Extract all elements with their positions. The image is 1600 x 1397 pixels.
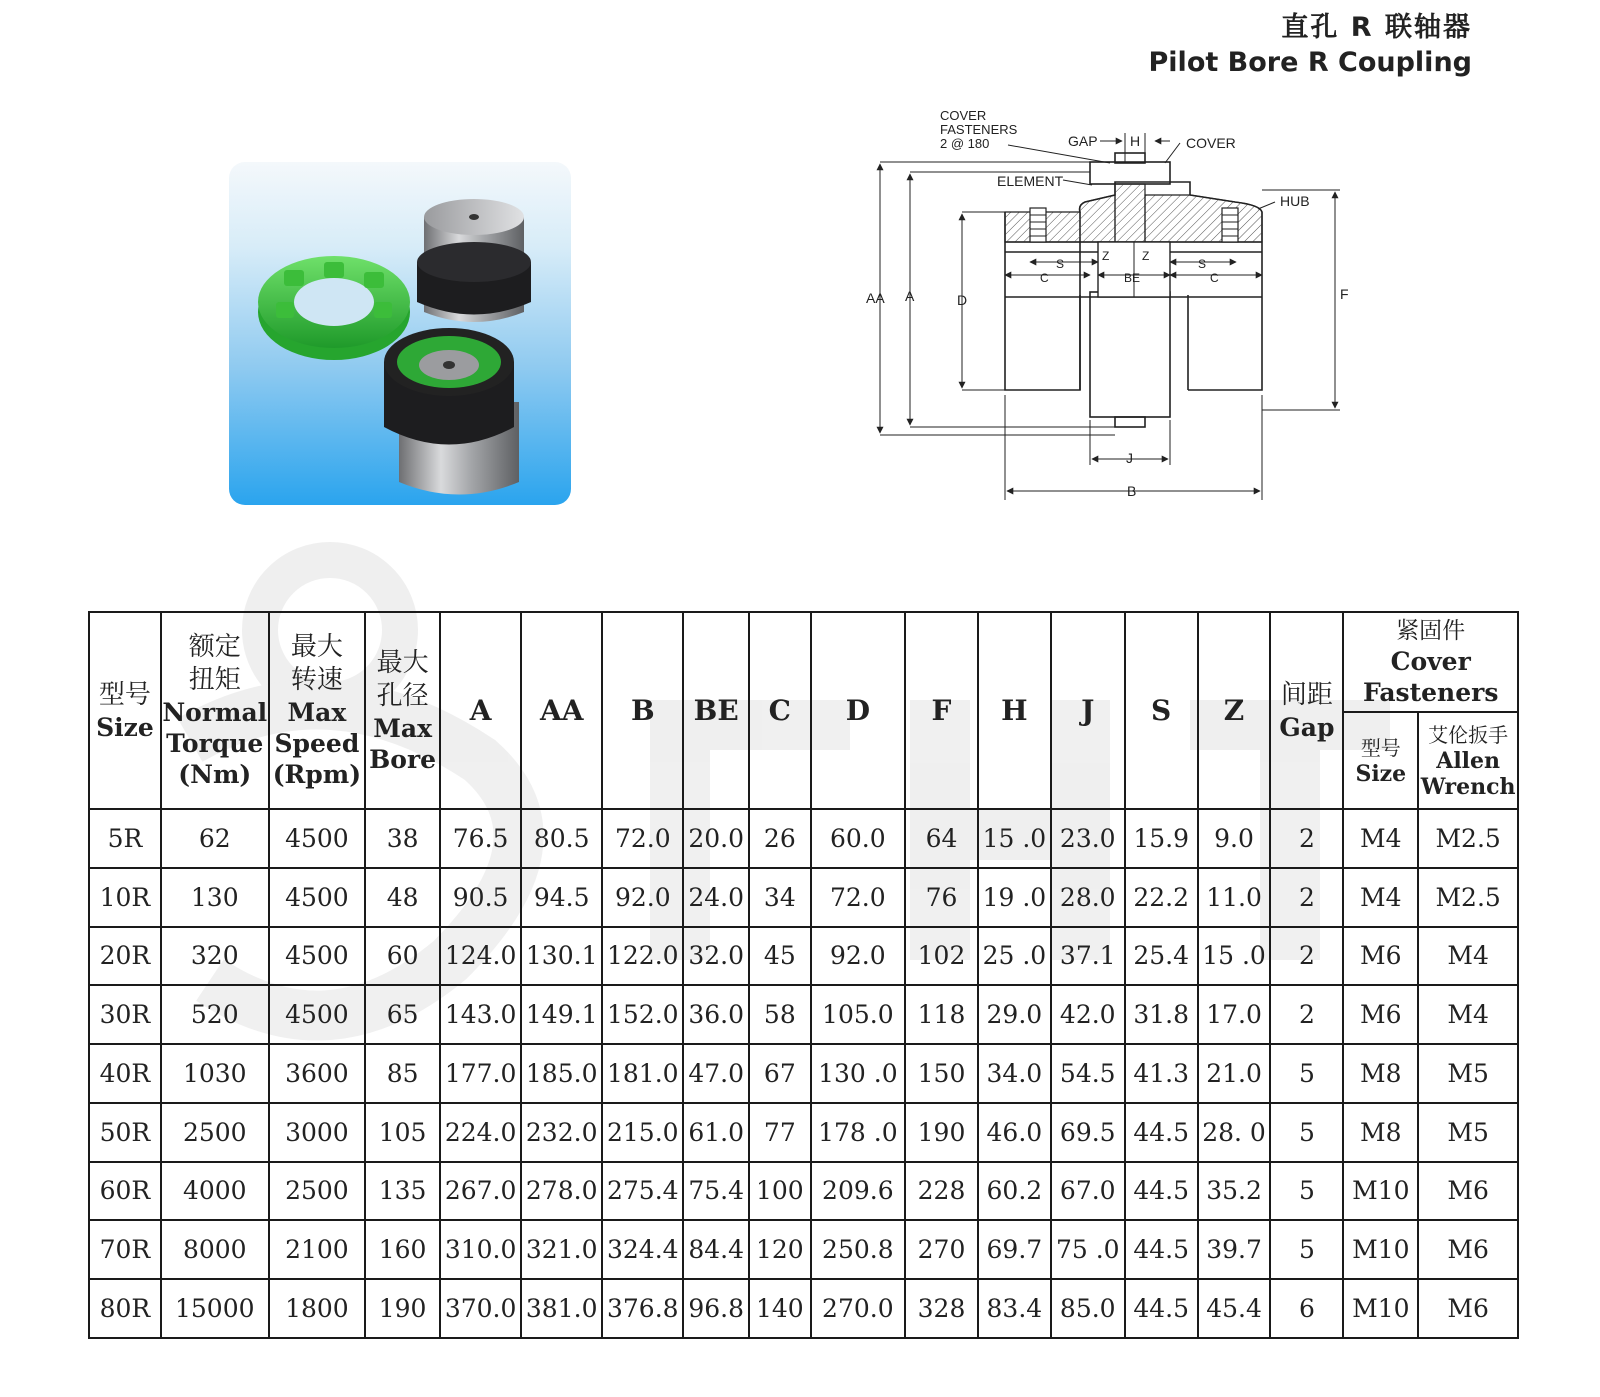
cell-a: 310.0 (440, 1220, 521, 1279)
header-torque (161, 612, 269, 809)
diagram-label-z-left: Z (1102, 249, 1110, 263)
cell-gap: 5 (1270, 1103, 1343, 1162)
header-be: BE (683, 612, 749, 809)
diagram-label-cover: COVER (1186, 135, 1236, 151)
cell-allen-wrench: M4 (1418, 927, 1518, 986)
header-a: A (440, 612, 521, 809)
cell-size: 10R (89, 868, 161, 927)
cell-allen-wrench: M5 (1418, 1103, 1518, 1162)
diagram-label-j: J (1126, 450, 1133, 466)
cell-allen-wrench: M6 (1418, 1162, 1518, 1221)
header-bore (365, 612, 440, 809)
cell-d: 72.0 (811, 868, 905, 927)
cell-speed: 2100 (269, 1220, 365, 1279)
header-speed-en-3: (Rpm) (272, 760, 362, 789)
cell-gap: 6 (1270, 1279, 1343, 1338)
coupling-dimension-diagram (866, 105, 1400, 515)
cell-d: 209.6 (811, 1162, 905, 1221)
cell-f: 190 (905, 1103, 978, 1162)
header-s: S (1125, 612, 1198, 809)
cell-h: 83.4 (978, 1279, 1051, 1338)
cell-gap: 2 (1270, 927, 1343, 986)
diagram-label-f: F (1340, 286, 1349, 302)
cell-c: 34 (749, 868, 811, 927)
cell-bore: 48 (365, 868, 440, 927)
cell-a: 370.0 (440, 1279, 521, 1338)
header-fastener-size (1343, 712, 1418, 809)
cell-c: 77 (749, 1103, 811, 1162)
cell-j: 67.0 (1051, 1162, 1125, 1221)
cell-b: 215.0 (602, 1103, 683, 1162)
cell-aa: 94.5 (521, 868, 602, 927)
cell-j: 54.5 (1051, 1044, 1125, 1103)
cell-d: 250.8 (811, 1220, 905, 1279)
dimension-drawing (866, 105, 1400, 515)
cell-be: 47.0 (683, 1044, 749, 1103)
cell-c: 120 (749, 1220, 811, 1279)
cell-f: 228 (905, 1162, 978, 1221)
cell-fastener-size: M10 (1343, 1162, 1418, 1221)
cell-speed: 3000 (269, 1103, 365, 1162)
cell-d: 270.0 (811, 1279, 905, 1338)
table-row (89, 1162, 1518, 1221)
header-speed-en-1: Max (287, 698, 347, 727)
cell-c: 45 (749, 927, 811, 986)
cell-c: 58 (749, 985, 811, 1044)
cell-allen-wrench: M2.5 (1418, 868, 1518, 927)
cell-be: 61.0 (683, 1103, 749, 1162)
header-h: H (978, 612, 1051, 809)
cell-h: 25 .0 (978, 927, 1051, 986)
cell-gap: 2 (1270, 868, 1343, 927)
cell-aa: 321.0 (521, 1220, 602, 1279)
diagram-label-z-right: Z (1142, 249, 1150, 263)
header-speed-cn-2: 转速 (290, 665, 343, 695)
diagram-label-gap: GAP (1068, 133, 1098, 149)
cell-bore: 105 (365, 1103, 440, 1162)
cell-gap: 2 (1270, 985, 1343, 1044)
header-size-en: Size (96, 712, 154, 742)
diagram-label-h: H (1130, 133, 1141, 149)
cell-s: 44.5 (1125, 1220, 1198, 1279)
cell-gap: 2 (1270, 809, 1343, 868)
title-english: Pilot Bore R Coupling (1148, 47, 1472, 78)
cell-z: 9.0 (1198, 809, 1271, 868)
diagram-label-b: B (1127, 483, 1137, 499)
diagram-label-cover-fasteners-3: 2 @ 180 (940, 136, 990, 151)
cell-torque: 130 (161, 868, 269, 927)
cell-be: 75.4 (683, 1162, 749, 1221)
cell-torque: 520 (161, 985, 269, 1044)
cell-b: 92.0 (602, 868, 683, 927)
cell-d: 92.0 (811, 927, 905, 986)
cell-bore: 85 (365, 1044, 440, 1103)
header-f: F (905, 612, 978, 809)
cell-fastener-size: M4 (1343, 809, 1418, 868)
cell-size: 60R (89, 1162, 161, 1221)
cell-j: 75 .0 (1051, 1220, 1125, 1279)
table-row (89, 1103, 1518, 1162)
cell-fastener-size: M8 (1343, 1103, 1418, 1162)
table-row (89, 1279, 1518, 1338)
cell-f: 102 (905, 927, 978, 986)
cell-j: 85.0 (1051, 1279, 1125, 1338)
cell-fastener-size: M8 (1343, 1044, 1418, 1103)
cell-torque: 4000 (161, 1162, 269, 1221)
header-torque-en-1: Normal (162, 698, 268, 727)
cell-z: 39.7 (1198, 1220, 1271, 1279)
diagram-label-cover-fasteners-2: FASTENERS (940, 122, 1018, 137)
cell-speed: 1800 (269, 1279, 365, 1338)
header-fastener-size-cn: 型号 (1360, 735, 1401, 760)
header-torque-cn-2: 扭矩 (188, 665, 241, 695)
cell-aa: 185.0 (521, 1044, 602, 1103)
header-allen-wrench (1418, 712, 1518, 809)
cell-b: 376.8 (602, 1279, 683, 1338)
cell-f: 270 (905, 1220, 978, 1279)
table-row (89, 927, 1518, 986)
cell-f: 118 (905, 985, 978, 1044)
cell-s: 15.9 (1125, 809, 1198, 868)
coupling-photo-illustration (229, 162, 571, 505)
cell-fastener-size: M10 (1343, 1220, 1418, 1279)
cell-gap: 5 (1270, 1220, 1343, 1279)
cell-h: 46.0 (978, 1103, 1051, 1162)
cell-torque: 2500 (161, 1103, 269, 1162)
cell-size: 40R (89, 1044, 161, 1103)
cell-f: 328 (905, 1279, 978, 1338)
diagram-label-s-left: S (1056, 257, 1065, 271)
cell-gap: 5 (1270, 1044, 1343, 1103)
cell-torque: 8000 (161, 1220, 269, 1279)
title-chinese: 直孔 R 联轴器 (1281, 12, 1472, 43)
cell-be: 84.4 (683, 1220, 749, 1279)
cell-b: 152.0 (602, 985, 683, 1044)
cell-b: 72.0 (602, 809, 683, 868)
cell-be: 32.0 (683, 927, 749, 986)
header-gap (1270, 612, 1343, 809)
cell-h: 60.2 (978, 1162, 1051, 1221)
cell-speed: 4500 (269, 809, 365, 868)
cell-be: 96.8 (683, 1279, 749, 1338)
cell-d: 60.0 (811, 809, 905, 868)
cell-s: 31.8 (1125, 985, 1198, 1044)
cell-h: 29.0 (978, 985, 1051, 1044)
cell-size: 30R (89, 985, 161, 1044)
cell-allen-wrench: M5 (1418, 1044, 1518, 1103)
cell-z: 21.0 (1198, 1044, 1271, 1103)
header-speed (269, 612, 365, 809)
cell-allen-wrench: M6 (1418, 1220, 1518, 1279)
header-wrench-cn: 艾伦扳手 (1428, 722, 1509, 747)
title-block (1149, 10, 1472, 80)
cell-bore: 60 (365, 927, 440, 986)
cell-b: 181.0 (602, 1044, 683, 1103)
cell-fastener-size: M10 (1343, 1279, 1418, 1338)
cell-a: 177.0 (440, 1044, 521, 1103)
cell-s: 44.5 (1125, 1162, 1198, 1221)
cell-j: 37.1 (1051, 927, 1125, 986)
cell-bore: 190 (365, 1279, 440, 1338)
cell-fastener-size: M6 (1343, 985, 1418, 1044)
header-torque-en-2: Torque (166, 729, 264, 758)
cell-a: 124.0 (440, 927, 521, 986)
cell-c: 140 (749, 1279, 811, 1338)
cell-s: 22.2 (1125, 868, 1198, 927)
cell-allen-wrench: M2.5 (1418, 809, 1518, 868)
cell-speed: 4500 (269, 985, 365, 1044)
cell-bore: 160 (365, 1220, 440, 1279)
cell-h: 69.7 (978, 1220, 1051, 1279)
header-fasteners-en-1: Cover (1390, 647, 1471, 676)
diagram-label-element: ELEMENT (997, 173, 1064, 189)
cell-c: 100 (749, 1162, 811, 1221)
cell-fastener-size: M4 (1343, 868, 1418, 927)
cell-z: 35.2 (1198, 1162, 1271, 1221)
cell-h: 15 .0 (978, 809, 1051, 868)
diagram-label-s-right: S (1198, 257, 1207, 271)
cell-gap: 5 (1270, 1162, 1343, 1221)
header-fastener-size-en: Size (1355, 760, 1407, 787)
cell-a: 267.0 (440, 1162, 521, 1221)
cell-b: 122.0 (602, 927, 683, 986)
cell-bore: 135 (365, 1162, 440, 1221)
header-torque-en-3: (Nm) (178, 760, 252, 789)
cell-be: 20.0 (683, 809, 749, 868)
diagram-label-aa: AA (866, 290, 885, 306)
table-row (89, 1220, 1518, 1279)
cell-torque: 1030 (161, 1044, 269, 1103)
cell-aa: 80.5 (521, 809, 602, 868)
cell-b: 275.4 (602, 1162, 683, 1221)
cell-j: 42.0 (1051, 985, 1125, 1044)
cell-allen-wrench: M4 (1418, 985, 1518, 1044)
header-gap-en: Gap (1279, 712, 1335, 742)
cell-c: 67 (749, 1044, 811, 1103)
cell-j: 23.0 (1051, 809, 1125, 868)
cell-s: 41.3 (1125, 1044, 1198, 1103)
cell-aa: 278.0 (521, 1162, 602, 1221)
cell-torque: 320 (161, 927, 269, 986)
table-row (89, 868, 1518, 927)
cell-be: 36.0 (683, 985, 749, 1044)
spec-table-body (89, 809, 1518, 1338)
cell-a: 224.0 (440, 1103, 521, 1162)
header-aa: AA (521, 612, 602, 809)
cell-s: 44.5 (1125, 1103, 1198, 1162)
cell-aa: 149.1 (521, 985, 602, 1044)
header-wrench-en-2: Wrench (1420, 773, 1516, 800)
cell-speed: 4500 (269, 927, 365, 986)
cell-f: 150 (905, 1044, 978, 1103)
cell-f: 76 (905, 868, 978, 927)
header-size-cn: 型号 (98, 679, 151, 710)
cell-size: 80R (89, 1279, 161, 1338)
cell-size: 5R (89, 809, 161, 868)
header-b: B (602, 612, 683, 809)
header-bore-cn-1: 最大 (376, 647, 429, 678)
cell-speed: 4500 (269, 868, 365, 927)
cell-size: 20R (89, 927, 161, 986)
coupling-spec-table (88, 611, 1519, 1339)
cell-j: 69.5 (1051, 1103, 1125, 1162)
cell-a: 90.5 (440, 868, 521, 927)
cell-be: 24.0 (683, 868, 749, 927)
cell-d: 178 .0 (811, 1103, 905, 1162)
cell-size: 70R (89, 1220, 161, 1279)
diagram-label-a: A (905, 288, 915, 304)
header-torque-cn-1: 额定 (188, 632, 241, 662)
cell-torque: 62 (161, 809, 269, 868)
header-speed-cn-1: 最大 (290, 632, 343, 662)
header-d: D (811, 612, 905, 809)
diagram-label-c-left: C (1040, 271, 1049, 285)
header-j: J (1051, 612, 1125, 809)
header-z: Z (1198, 612, 1271, 809)
cell-bore: 38 (365, 809, 440, 868)
cell-speed: 2500 (269, 1162, 365, 1221)
header-speed-en-2: Speed (274, 729, 360, 758)
header-c: C (749, 612, 811, 809)
header-cover-fasteners (1343, 612, 1518, 712)
cell-z: 28. 0 (1198, 1103, 1271, 1162)
cell-c: 26 (749, 809, 811, 868)
cell-allen-wrench: M6 (1418, 1279, 1518, 1338)
cell-fastener-size: M6 (1343, 927, 1418, 986)
diagram-label-c-right: C (1210, 271, 1219, 285)
cell-d: 105.0 (811, 985, 905, 1044)
cell-bore: 65 (365, 985, 440, 1044)
header-fasteners-cn: 紧固件 (1396, 618, 1466, 644)
cell-f: 64 (905, 809, 978, 868)
cell-b: 324.4 (602, 1220, 683, 1279)
cell-d: 130 .0 (811, 1044, 905, 1103)
cell-size: 50R (89, 1103, 161, 1162)
cell-s: 44.5 (1125, 1279, 1198, 1338)
cell-z: 45.4 (1198, 1279, 1271, 1338)
header-bore-cn-2: 孔径 (376, 680, 429, 711)
cell-s: 25.4 (1125, 927, 1198, 986)
cell-aa: 381.0 (521, 1279, 602, 1338)
diagram-label-d: D (957, 292, 968, 308)
diagram-label-hub: HUB (1280, 193, 1310, 209)
cell-aa: 232.0 (521, 1103, 602, 1162)
header-wrench-en-1: Allen (1436, 747, 1501, 774)
header-gap-cn: 间距 (1280, 679, 1333, 710)
header-bore-en-1: Max (373, 713, 432, 743)
table-row (89, 1044, 1518, 1103)
cell-z: 15 .0 (1198, 927, 1271, 986)
table-row (89, 809, 1518, 868)
header-bore-en-2: Bore (369, 744, 437, 774)
cell-h: 34.0 (978, 1044, 1051, 1103)
cell-torque: 15000 (161, 1279, 269, 1338)
cell-a: 76.5 (440, 809, 521, 868)
header-size (89, 612, 161, 809)
cell-a: 143.0 (440, 985, 521, 1044)
cell-speed: 3600 (269, 1044, 365, 1103)
cell-z: 11.0 (1198, 868, 1271, 927)
cell-j: 28.0 (1051, 868, 1125, 927)
diagram-label-cover-fasteners-1: COVER (940, 108, 987, 123)
cell-h: 19 .0 (978, 868, 1051, 927)
header-fasteners-en-2: Fasteners (1362, 678, 1499, 707)
table-row (89, 985, 1518, 1044)
product-photo (229, 162, 571, 505)
cell-z: 17.0 (1198, 985, 1271, 1044)
cell-aa: 130.1 (521, 927, 602, 986)
diagram-label-be: BE (1124, 271, 1141, 285)
